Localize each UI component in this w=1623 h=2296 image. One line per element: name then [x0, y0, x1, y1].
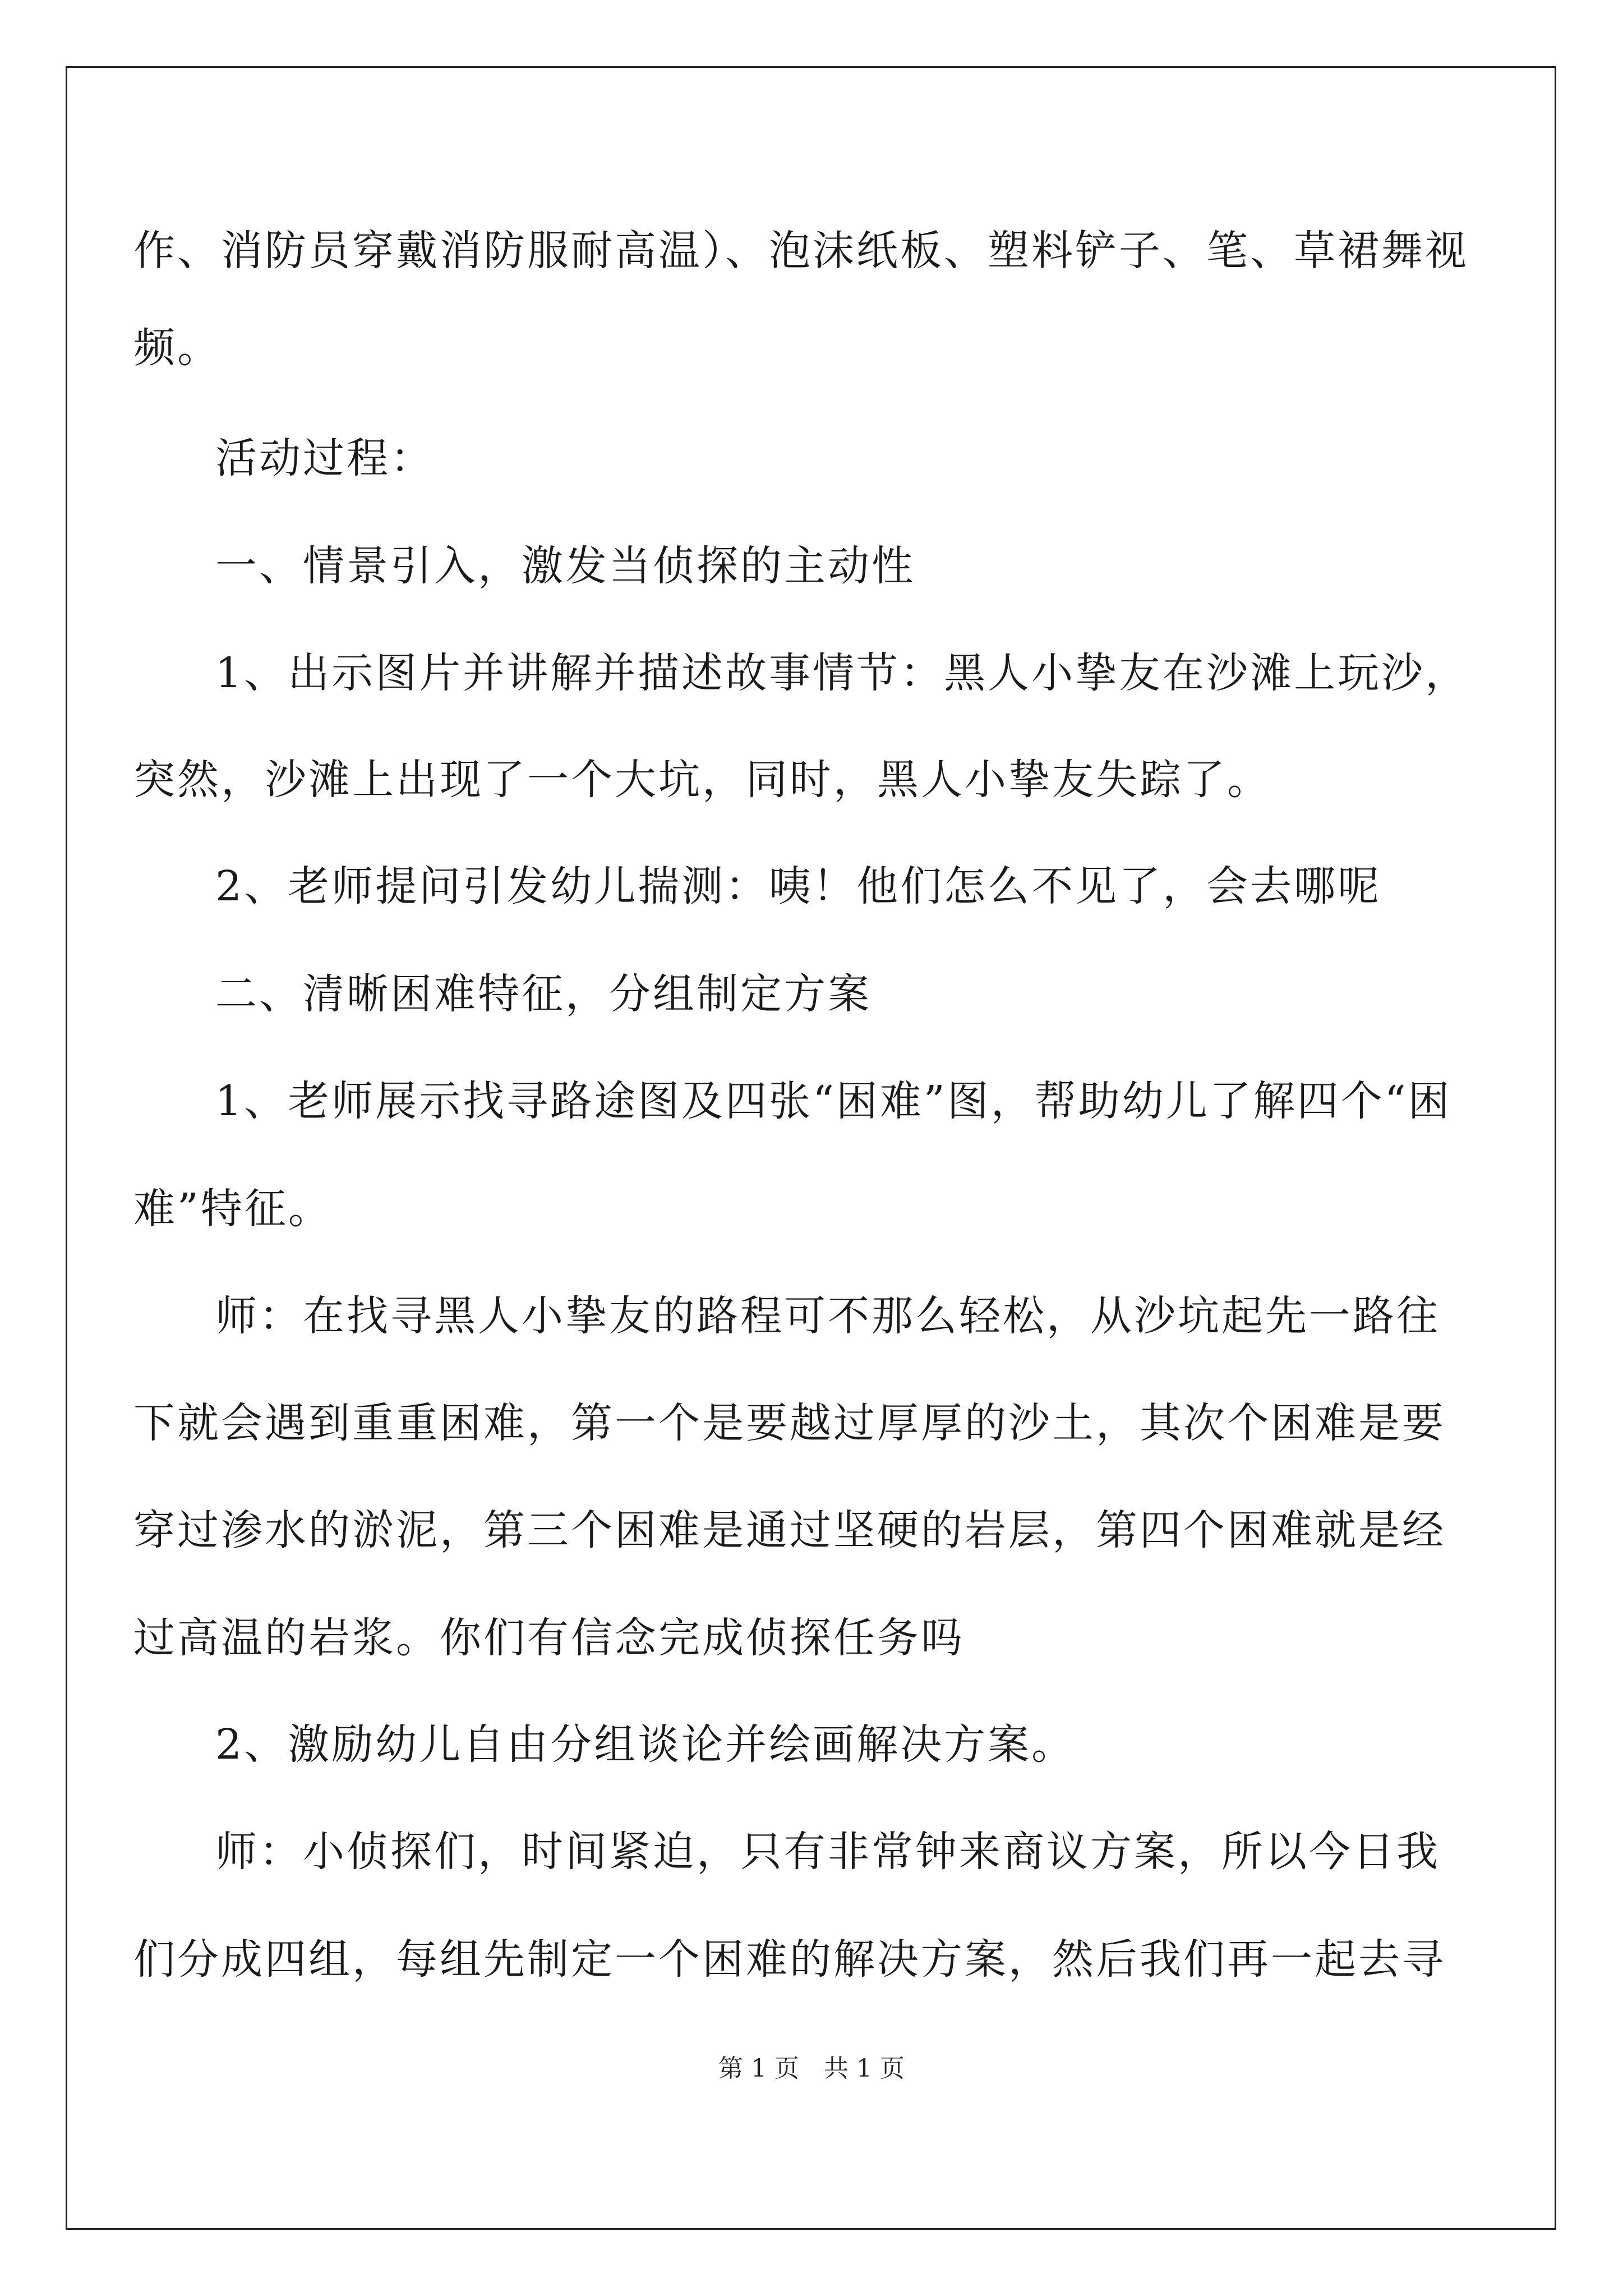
text-line: 一、情景引入，激发当侦探的主动性 [215, 542, 915, 590]
text-line: 活动过程： [215, 434, 434, 482]
text-line: 下就会遇到重重困难，第一个是要越过厚厚的沙土，其次个困难是要 [133, 1399, 1446, 1447]
text-line: 难”特征。 [133, 1185, 332, 1233]
text-line: 过高温的岩浆。你们有信念完成侦探任务吗 [133, 1614, 965, 1662]
page-border [66, 66, 1556, 2230]
text-line: 2、老师提问引发幼儿揣测：咦！他们怎么不见了，会去哪呢 [215, 862, 1382, 910]
text-line: 频。 [133, 324, 221, 372]
text-line: 二、清晰困难特征，分组制定方案 [215, 970, 872, 1018]
text-line: 穿过渗水的淤泥，第三个困难是通过坚硬的岩层，第四个困难就是经 [133, 1506, 1446, 1554]
text-line: 突然，沙滩上出现了一个大坑，同时，黑人小挚友失踪了。 [133, 756, 1271, 804]
text-line: 1、出示图片并讲解并描述故事情节：黑人小挚友在沙滩上玩沙， [215, 649, 1469, 697]
text-line: 们分成四组，每组先制定一个困难的解决方案，然后我们再一起去寻 [133, 1935, 1446, 1984]
text-line: 2、激励幼儿自由分组谈论并绘画解决方案。 [215, 1720, 1076, 1769]
text-line: 作、消防员穿戴消防服耐高温）、泡沫纸板、塑料铲子、笔、草裙舞视 [133, 227, 1469, 275]
text-line: 1、老师展示找寻路途图及四张“困难”图，帮助幼儿了解四个“困 [215, 1077, 1452, 1125]
page-number-footer: 第 1 页 共 1 页 [718, 2054, 905, 2083]
text-line: 师：在找寻黑人小挚友的路程可不那么轻松，从沙坑起先一路往 [215, 1292, 1440, 1340]
text-line: 师：小侦探们，时间紧迫，只有非常钟来商议方案，所以今日我 [215, 1828, 1440, 1876]
